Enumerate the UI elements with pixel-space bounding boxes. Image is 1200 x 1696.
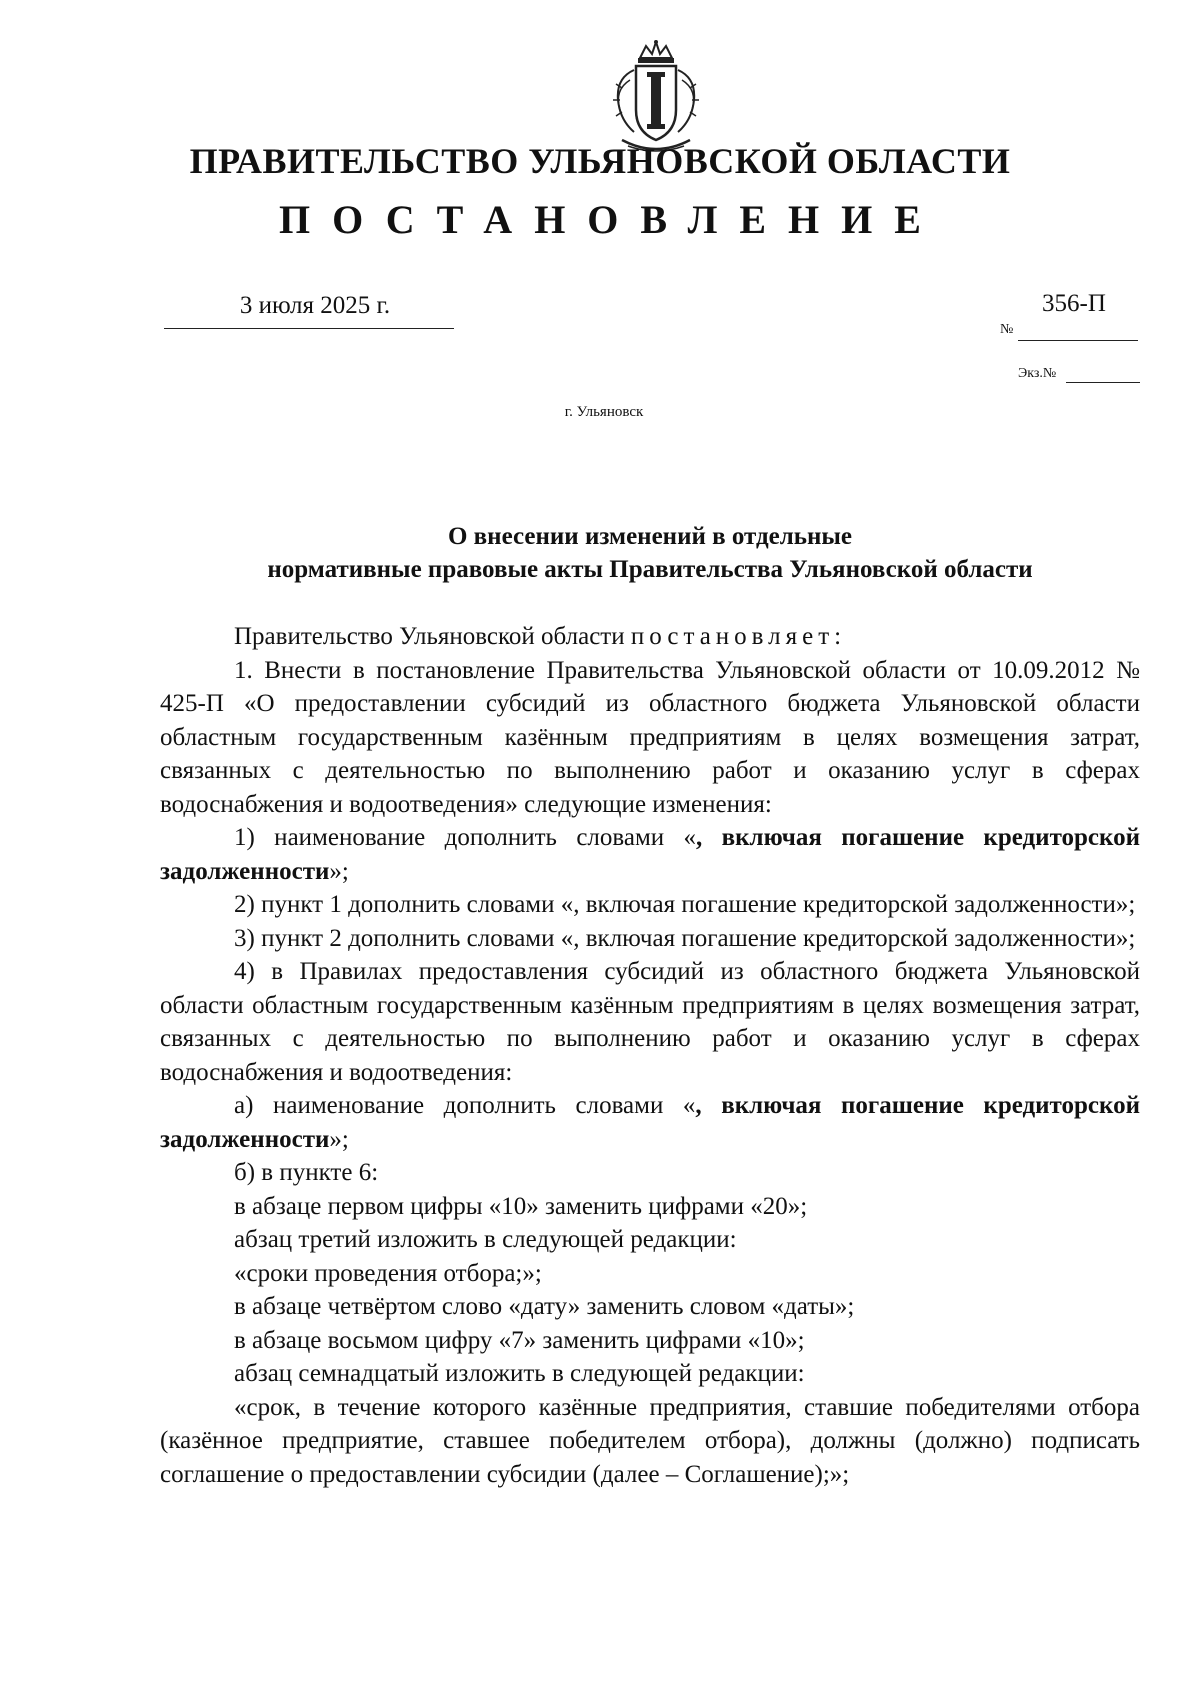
paragraph-text: »; [329, 1125, 349, 1153]
number-underline [1018, 340, 1138, 341]
paragraph: абзац третий изложить в следующей редакции: [234, 1226, 737, 1253]
paragraph: 4) в Правилах предоставления субсидий из областного бюджета Ульяновской области областным государственным казённым предприятиям в целях возмещения затрат, связанных с деятельностью по выполнению работ и оказанию услуг в сферах водоснабжения и водоотведения: [160, 958, 1140, 1086]
document-type: ПОСТАНОВЛЕНИЕ [279, 197, 943, 242]
subject-line-2: нормативные правовые акты Правительства Ульяновской области [267, 556, 1033, 583]
bold-text: , включая погашение кредиторской задолженности [160, 1092, 1140, 1153]
paragraph [160, 1089, 1140, 1156]
document-subject [160, 520, 1140, 586]
paragraph-text: Правительство Ульяновской области [234, 623, 631, 650]
paragraph-text: 1) наименование дополнить словами « [234, 824, 697, 851]
date-underline [164, 328, 454, 329]
paragraph: 2) пункт 1 дополнить словами «, включая погашение кредиторской задолженности»; [234, 891, 1136, 918]
spaced-word: постановляет [630, 623, 835, 650]
bold-text: , включая погашение кредиторской задолженности [160, 824, 1140, 885]
paragraph-text: а) наименование дополнить словами « [234, 1092, 696, 1119]
document-date: 3 июля 2025 г. [239, 292, 391, 319]
paragraph: «сроки проведения отбора;»; [234, 1259, 542, 1287]
paragraph: абзац семнадцатый изложить в следующей редакции: [234, 1360, 805, 1387]
paragraph [160, 620, 1140, 654]
copy-number-underline [1066, 382, 1140, 383]
document-number: 356-П [1042, 290, 1106, 317]
paragraph: «срок, в течение которого казённые предприятия, ставшие победителями отбора (казённое предприятие, ставшее победителем отбора), должны (должно) подписать соглашение о предоставлении субсидии (далее – Соглашение);»; [160, 1393, 1140, 1488]
paragraph: в абзаце четвёртом слово «дату» заменить словом «даты»; [234, 1293, 855, 1320]
subject-line-1: О внесении изменений в отдельные [447, 523, 853, 550]
paragraph-text: : [834, 623, 842, 650]
government-title: ПРАВИТЕЛЬСТВО УЛЬЯНОВСКОЙ ОБЛАСТИ [189, 141, 1011, 181]
paragraph: б) в пункте 6: [234, 1159, 379, 1186]
paragraph: 3) пункт 2 дополнить словами «, включая погашение кредиторской задолженности»; [234, 924, 1136, 952]
number-sign: № [1000, 322, 1014, 337]
paragraph: в абзаце первом цифры «10» заменить цифрами «20»; [234, 1192, 808, 1220]
paragraph-text: »; [329, 857, 349, 885]
city: г. Ульяновск [564, 404, 644, 420]
date-field [164, 292, 454, 329]
paragraph: 1. Внести в постановление Правительства Ульяновской области от 10.09.2012 № 425-П «О предоставлении субсидий из областного бюджета Ульяновской области областным государственным казённым предприятиям в целях возмещения затрат, связанных с деятельностью по выполнению работ и оказанию услуг в сферах водоснабжения и водоотведения» следующие изменения: [160, 656, 1140, 818]
paragraph: в абзаце восьмом цифру «7» заменить цифрами «10»; [234, 1326, 805, 1354]
copy-number-label: Экз.№ [1018, 366, 1057, 381]
paragraph [160, 821, 1140, 888]
document-body [160, 620, 1140, 1491]
